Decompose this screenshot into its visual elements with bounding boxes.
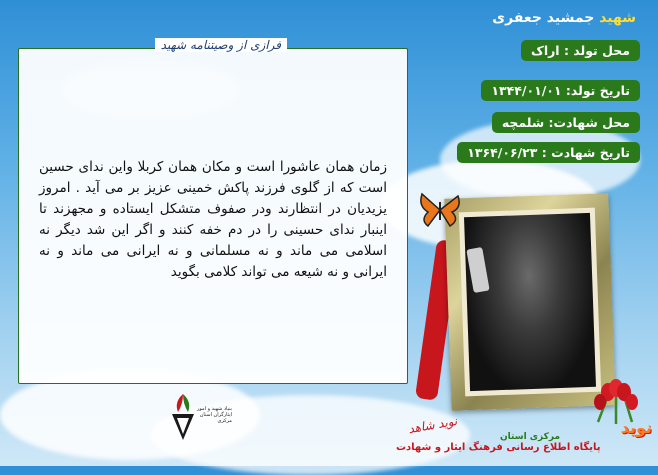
- martyrdom-date-badge: تاریخ شهادت : ۱۳۶۴/۰۶/۲۳: [457, 142, 640, 163]
- butterfly-icon: [418, 190, 462, 230]
- martyr-portrait-photo: [464, 213, 596, 391]
- photo-mat: [459, 208, 601, 397]
- birth-place-badge: محل تولد : اراک: [521, 40, 640, 61]
- birth-date-badge: تاریخ تولد: ۱۳۴۴/۰۱/۰۱: [481, 80, 640, 101]
- footer-region: مرکزی استان: [500, 432, 561, 442]
- martyr-name-text: جمشید جعفری: [492, 10, 595, 26]
- signature: نوید شاهد: [407, 413, 459, 437]
- footer-org-name: پایگاه اطلاع رسانی فرهنگ ایثار و شهادت: [396, 442, 601, 453]
- will-excerpt-text: زمان همان عاشورا است و مکان همان کربلا واین ندای حسین است که از گلوی فرزند پاکش خمینی عزیز بر می آید . امروز یزیدیان در انتظارند ودر صفوف متشکل ایستاده و مجهزند تا اینبار ندای حسینی را در دم خفه کنند و اگر این شد دیگر نه اسلامی می ماند و نه مسلمانی و نه ایرانی می ماند و نه ایرانی و نه شیعه می تواند کلامی بگوید: [39, 159, 387, 280]
- foundation-logo-text: بنیاد شهید و امور ایثارگران استان مرکزی: [196, 406, 232, 424]
- martyr-name: [492, 10, 636, 26]
- will-excerpt-card: [18, 38, 408, 384]
- card-title: فرازی از وصیتنامه شهید: [155, 38, 287, 52]
- martyrdom-place-badge: محل شهادت: شلمچه: [492, 112, 640, 133]
- brand-logo: نوید: [620, 418, 652, 437]
- martyr-title-word: شهید: [599, 10, 636, 26]
- martyr-foundation-logo-icon: [168, 390, 198, 442]
